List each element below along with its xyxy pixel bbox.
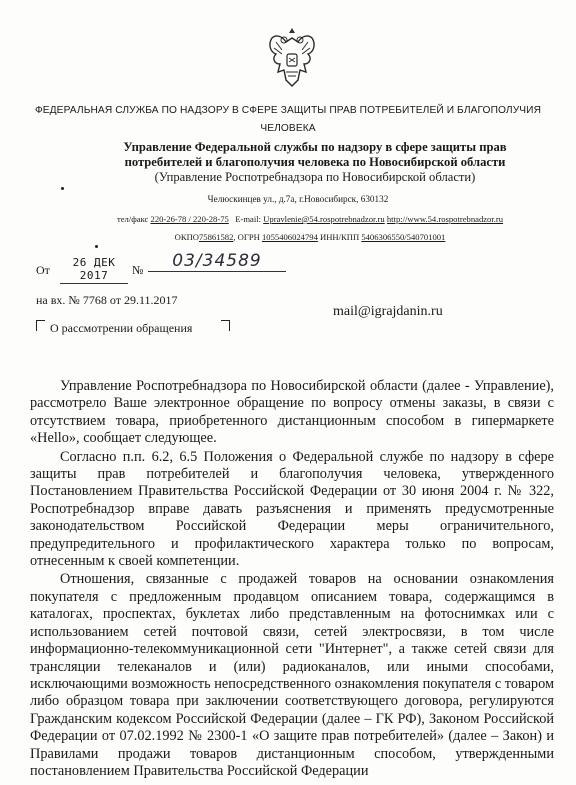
from-label: От <box>36 263 50 277</box>
ogrn-label: , ОГРН <box>233 232 260 242</box>
subject-line: О рассмотрении обращения <box>50 321 193 335</box>
website-prefix[interactable]: http:// <box>386 214 408 224</box>
body-paragraph-3: Отношения, связанные с продажей товаров на основании ознакомления покупателя с предложенным продавцом описанием товара, содержащимся в каталогах, проспектах, буклетах либо представленным на фотоснимках или с использованием сетей почтовой связи, сетей электросвязи, в том числе информационно-телекоммуникационной сети "Интернет", а также сетей связи для трансляции телеканалов и (или) радиоканалов, или иными способами, исключающими возможность непосредственного ознакомления покупателя с товаром либо образцом товара при заключении соответствующего договора, регулируются Гражданским кодексом Российской Федерации (далее – ГК РФ), Законом Российской Федерации от 07.02.1992 № 2300-1 «О защите прав потребителей» (далее – Закон) и Правилами продажи товаров дистанционным способом, утвержденными постановлением Правительства Российской Федерации <box>30 571 554 779</box>
recipient-email: mail@igrajdanin.ru <box>333 304 443 319</box>
registration-number-handwritten: 03/34589 <box>148 251 286 272</box>
department-name-line2: потребителей и благополучия человека по Новосибирской области <box>124 155 506 169</box>
letter-body <box>30 378 554 780</box>
body-paragraph-2: Согласно п.п. 6.2, 6.5 Положения о Федеральной службе по надзору в сфере защиты прав потребителей и благополучия человека, утвержденного Постановлением Правительства Российской Федерации от 30 июня 2004 г. № 322, Роспотребнадзор вправе давать разъяснения и применять предусмотренные законодательством Российской Федерации меры ограничительного, предупредительного и профилактического характера только по вопросам, отнесенным к своей компетенции. <box>30 448 554 570</box>
email-label: E-mail: <box>235 214 262 224</box>
department-block <box>80 140 550 185</box>
agency-name: ФЕДЕРАЛЬНАЯ СЛУЖБА ПО НАДЗОРУ В СФЕРЕ ЗАЩИТЫ ПРАВ ПОТРЕБИТЕЛЕЙ И БЛАГОПОЛУЧИЯ ЧЕЛОВЕКА <box>34 105 542 134</box>
registration-date-stamp: 26 ДЕК 2017 <box>60 256 128 284</box>
department-short-name: (Управление Роспотребнадзора по Новосибирской области) <box>154 170 476 184</box>
ogrn-value: 1055406024794 <box>262 232 318 242</box>
number-label: № <box>132 263 144 277</box>
email-link[interactable]: Upravlenie@54.rospotrebnadzor.ru <box>263 214 385 224</box>
inn-value: 5406306550/540701001 <box>361 232 446 242</box>
incoming-reference: на вх. № 7768 от 29.11.2017 <box>36 293 178 307</box>
contacts-line <box>60 214 560 224</box>
subject-bracket-right <box>221 320 230 331</box>
subject-bracket-left <box>36 320 45 331</box>
punch-mark <box>95 245 98 248</box>
okpo-value: 75861582 <box>199 232 234 242</box>
department-name-line1: Управление Федеральной службы по надзору в сфере защиты прав <box>123 140 507 154</box>
punch-mark <box>61 187 64 190</box>
registry-codes <box>60 232 560 242</box>
phone-number: 220-26-78 / 220-28-75 <box>150 214 229 224</box>
okpo-label: ОКПО <box>174 232 199 242</box>
phone-label: тел/факс <box>116 214 149 224</box>
inn-label: ИНН/КПП <box>320 232 360 242</box>
website-link[interactable]: www.54.rospotrebnadzor.ru <box>407 214 504 224</box>
body-paragraph-1: Управление Роспотребнадзора по Новосибирской области (далее - Управление), рассмотрело Ваше электронное обращение по вопросу отмены заказы, в связи с отсутствием товара, приобретенного дистанционным способом в гипермаркете «Hello», сообщает следующее. <box>30 378 554 447</box>
coat-of-arms-emblem <box>262 24 322 90</box>
postal-address: Челюскинцев ул., д.7а, г.Новосибирск, 630132 <box>207 194 389 204</box>
